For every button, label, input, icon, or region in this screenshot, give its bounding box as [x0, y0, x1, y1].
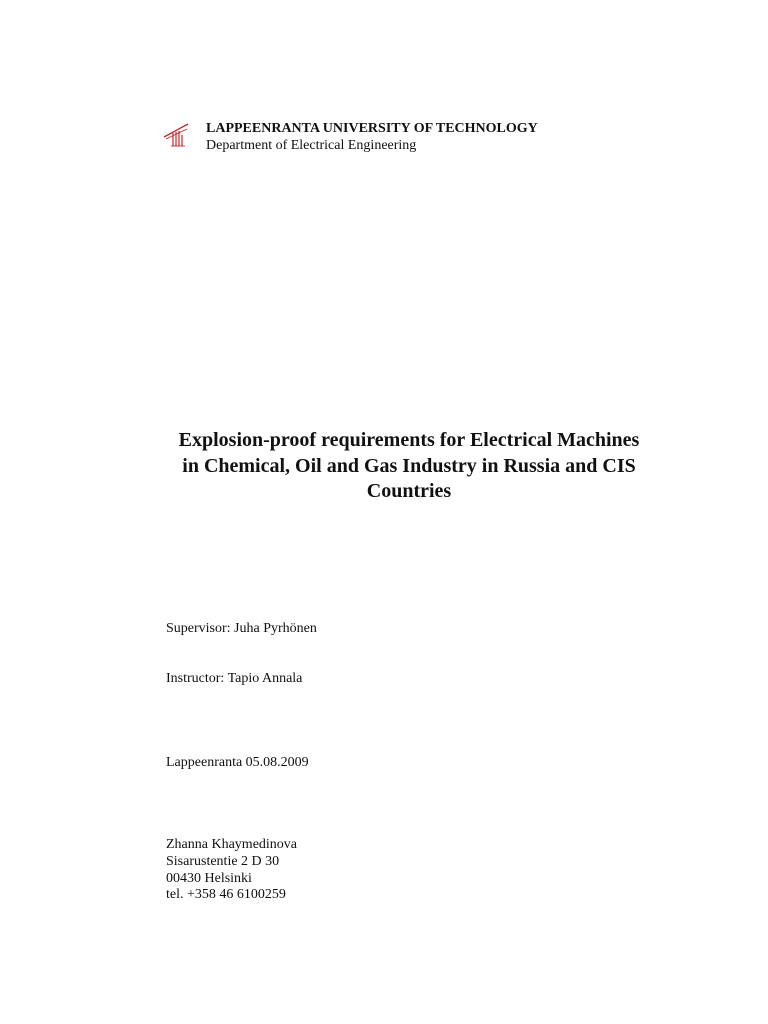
university-name: LAPPEENRANTA UNIVERSITY OF TECHNOLOGY: [206, 121, 538, 136]
author-city: 00430 Helsinki: [166, 870, 252, 886]
title-line-2: in Chemical, Oil and Gas Industry in Russia and CIS: [182, 454, 636, 477]
university-logo-icon: [163, 123, 189, 147]
author-contact-block: [166, 837, 297, 904]
department-name: Department of Electrical Engineering: [206, 138, 417, 153]
instructor-line: Instructor: Tapio Annala: [166, 671, 303, 686]
thesis-title: [150, 428, 668, 505]
author-name: Zhanna Khaymedinova: [166, 837, 298, 852]
title-line-1: Explosion-proof requirements for Electrical Machines: [178, 429, 640, 451]
supervisor-line: Supervisor: Juha Pyrhönen: [166, 621, 317, 636]
author-phone: tel. +358 46 6100259: [166, 887, 286, 903]
author-street: Sisarustentie 2 D 30: [166, 853, 280, 869]
title-line-3: Countries: [366, 480, 452, 502]
place-date-line: Lappeenranta 05.08.2009: [166, 755, 309, 770]
institution-header: [206, 120, 538, 154]
